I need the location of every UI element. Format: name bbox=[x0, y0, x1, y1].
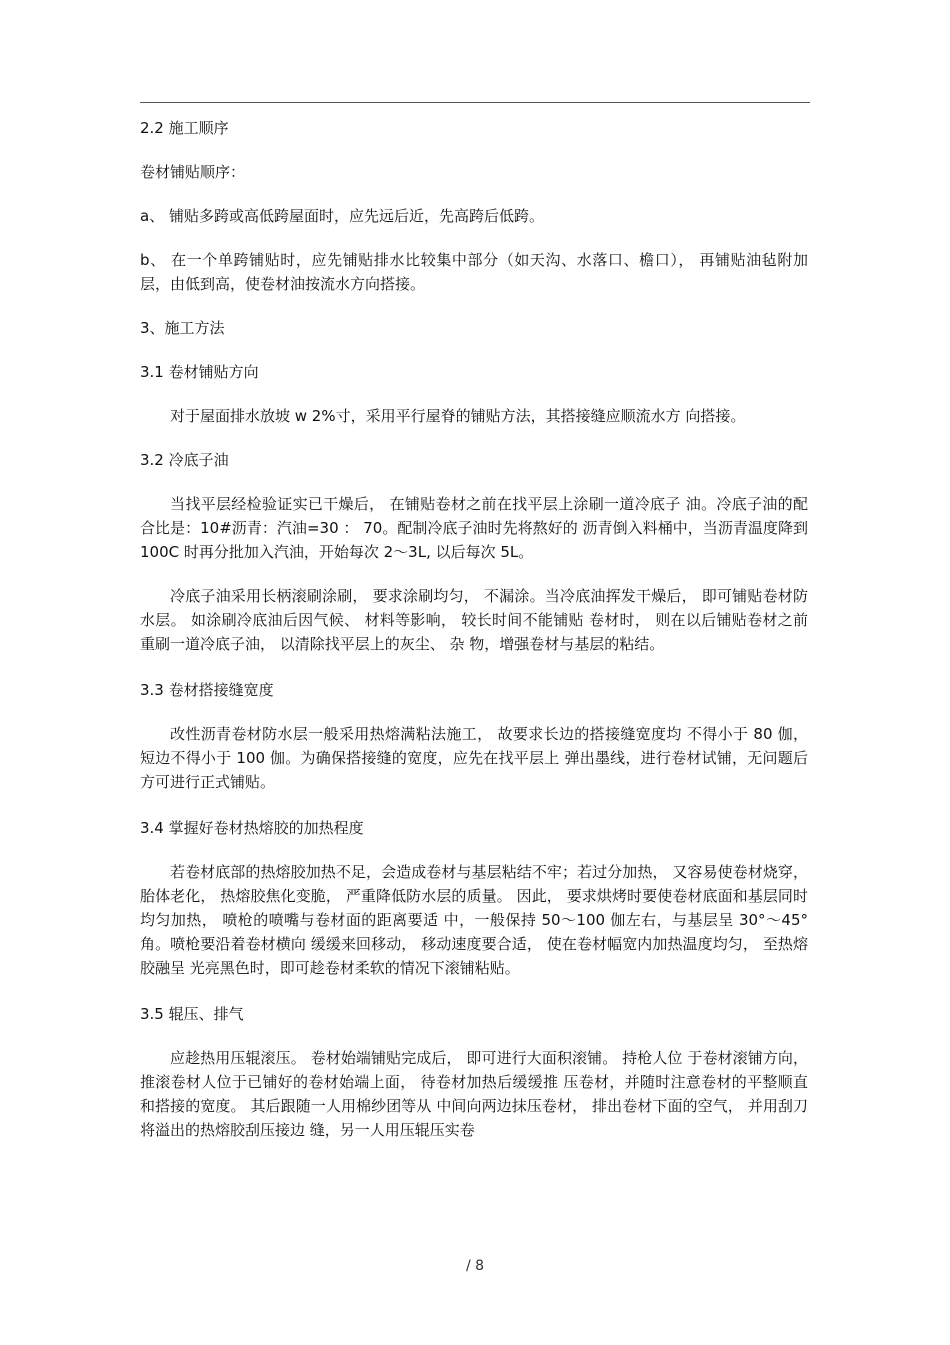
section-heading-3-1: 3.1 卷材铺贴方向 bbox=[140, 363, 259, 381]
section-heading-3-3: 3.3 卷材搭接缝宽度 bbox=[140, 681, 274, 699]
section-heading-2-2: 2.2 施工顺序 bbox=[140, 119, 229, 137]
paragraph-3-3: 改性沥青卷材防水层一般采用热熔满粘法施工， 故要求长边的搭接缝宽度均 不得小于 80 伽，短边不得小于 100 伽。为确保搭接缝的宽度，应先在找平层上 弹出墨线，进行卷材试铺，无问题后方可进行正式铺贴。 bbox=[140, 725, 808, 791]
paragraph-3-2-a: 当找平层经检验证实已干燥后， 在铺贴卷材之前在找平层上涂刷一道冷底子 油。冷底子油的配合比是：10#沥青：汽油=30 ： 70。配制冷底子油时先将熬好的 沥青倒入料桶中，当沥青温度降到 100C 时再分批加入汽油，开始每次 2〜3L, 以后每次 5L。 bbox=[140, 495, 808, 561]
paragraph-3-1: 对于屋面排水放坡 w 2%寸，采用平行屋脊的铺贴方法，其搭接缝应顺流水方 向搭接。 bbox=[170, 407, 746, 425]
paragraph-3-4: 若卷材底部的热熔胶加热不足，会造成卷材与基层粘结不牢；若过分加热， 又容易使卷材烧穿， 胎体老化， 热熔胶焦化变脆， 严重降低防水层的质量。 因此， 要求烘烤时要使卷材底面和基层同时均匀加热， 喷枪的喷嘴与卷材面的距离要适 中，一般保持 50〜100 伽左右，与基层呈 30°〜45°角。喷枪要沿着卷材横向 缓缓来回移动， 移动速度要合适， 使在卷材幅宽内加热温度均匀， 至热熔胶融呈 光亮黑色时，即可趁卷材柔软的情况下滚铺粘贴。 bbox=[140, 863, 808, 977]
list-item-a: a、 铺贴多跨或高低跨屋面时，应先远后近，先高跨后低跨。 bbox=[140, 207, 544, 225]
paragraph-3-2-b: 冷底子油采用长柄滚刷涂刷， 要求涂刷均匀， 不漏涂。当冷底油挥发干燥后， 即可铺贴卷材防水层。 如涂刷冷底油后因气候、 材料等影响， 较长时间不能铺贴 卷材时， 则在以后铺贴卷材之前重刷一道冷底子油， 以清除找平层上的灰尘、 杂 物，增强卷材与基层的粘结。 bbox=[140, 587, 808, 653]
section-heading-3-4: 3.4 掌握好卷材热熔胶的加热程度 bbox=[140, 819, 364, 837]
paragraph-sequence-intro: 卷材铺贴顺序： bbox=[140, 163, 246, 181]
page-number: / 8 bbox=[465, 1258, 485, 1274]
paragraph-3-5: 应趁热用压辊滚压。 卷材始端铺贴完成后， 即可进行大面积滚铺。 持枪人位 于卷材滚铺方向， 推滚卷材人位于已铺好的卷材始端上面， 待卷材加热后缓缓推 压卷材，并随时注意卷材的平整顺直和搭接的宽度。 其后跟随一人用棉纱团等从 中间向两边抹压卷材， 排出卷材下面的空气， 并用刮刀将溢出的热熔胶刮压接边 缝，另一人用压辊压实卷 bbox=[140, 1049, 808, 1139]
section-heading-3-5: 3.5 辊压、排气 bbox=[140, 1005, 244, 1023]
document-body bbox=[140, 116, 808, 1162]
header-rule bbox=[140, 102, 810, 103]
list-item-b: b、 在一个单跨铺贴时，应先铺贴排水比较集中部分（如天沟、水落口、檐口）， 再铺贴油毡附加层，由低到高，使卷材油按流水方向搭接。 bbox=[140, 251, 808, 293]
section-heading-3-2: 3.2 冷底子油 bbox=[140, 451, 229, 469]
section-heading-3: 3、施工方法 bbox=[140, 319, 225, 337]
